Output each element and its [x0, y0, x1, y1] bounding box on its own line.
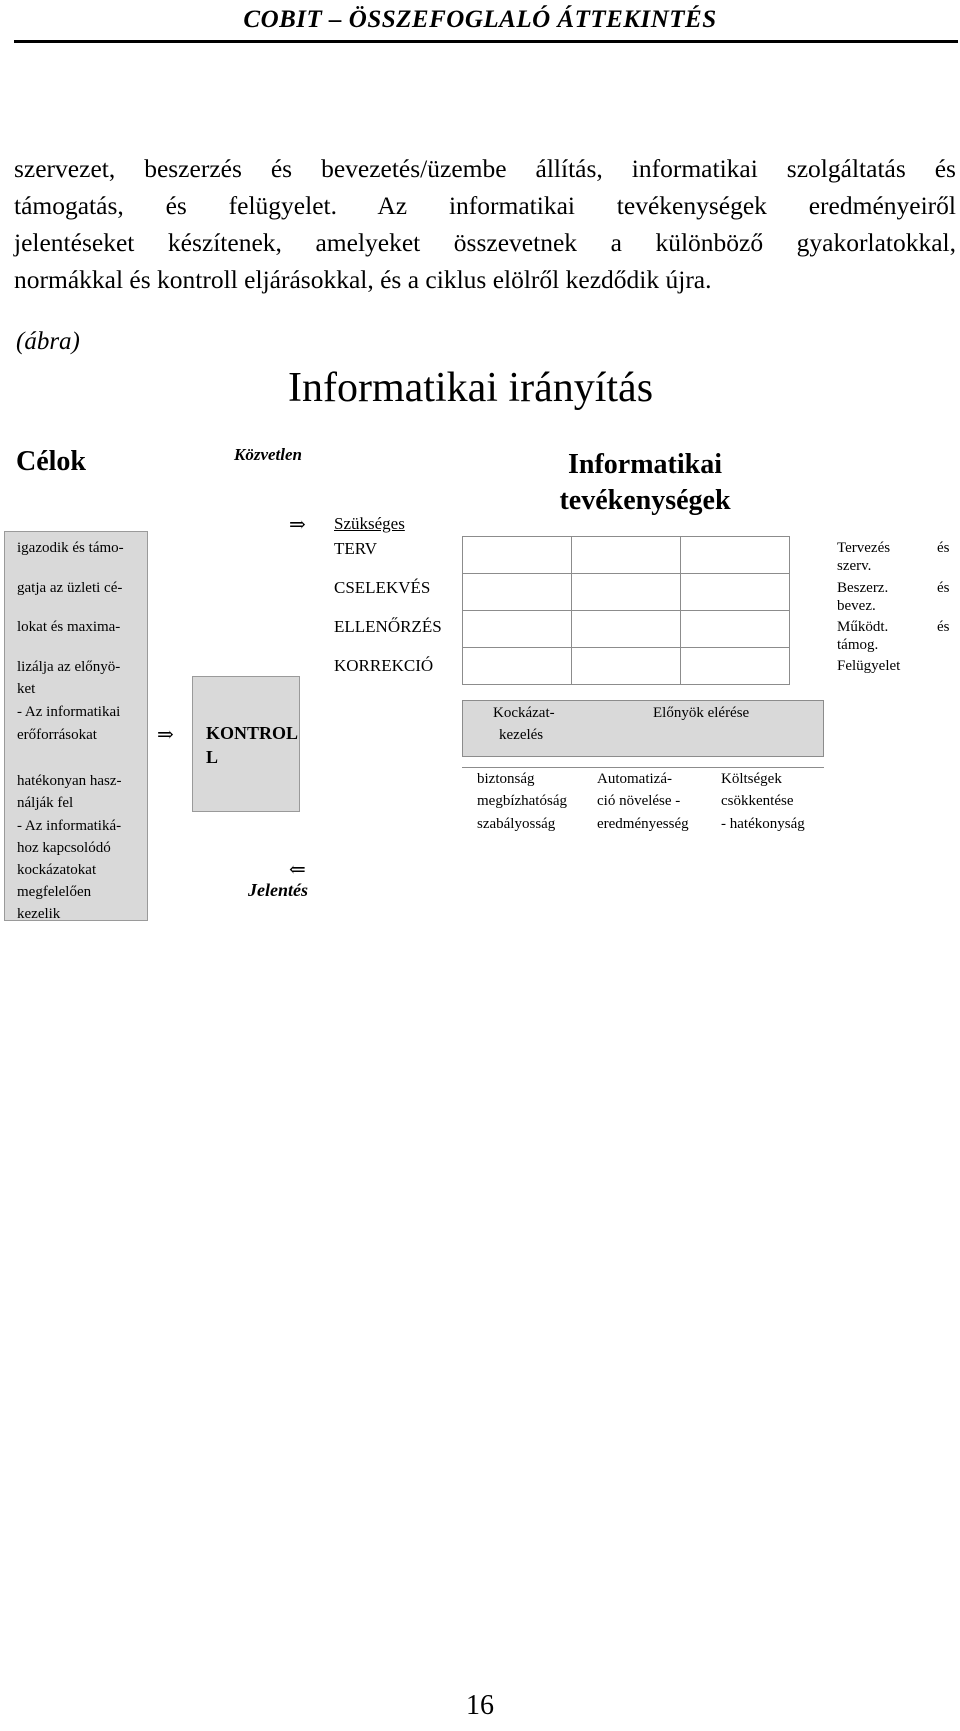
goals-line: lokat és maxima-	[17, 619, 121, 635]
body-line-3: jelentéseket készítenek, amelyeket összevetnek a különböző gyakorlatokkal,	[14, 228, 956, 257]
right-arrow-to-kontroll: ⇒	[157, 724, 174, 746]
grid-cell	[572, 611, 681, 648]
action-korrekcio: KORREKCIÓ	[334, 656, 434, 675]
goals-box	[4, 531, 148, 921]
risk-line: Kockázat-	[493, 705, 555, 721]
page-header-title: COBIT – ÖSSZEFOGLALÓ ÁTTEKINTÉS	[243, 6, 717, 33]
goals-line: ket	[17, 681, 36, 697]
grid-cell	[572, 648, 681, 685]
body-line-2: támogatás, és felügyelet. Az informatikai tevékenységek eredményeiről	[14, 191, 956, 220]
goals-line: gatja az üzleti cé-	[17, 580, 123, 596]
benefit-item: szabályosság	[477, 816, 556, 832]
kontroll-line: L	[206, 747, 219, 767]
grid-cell	[572, 574, 681, 611]
grid-cell	[463, 611, 572, 648]
diagram-title: Informatikai irányítás	[288, 365, 654, 411]
figure-label: (ábra)	[16, 328, 80, 355]
benefit-item: ció növelése -	[597, 793, 681, 809]
domain-and: és	[937, 580, 950, 596]
it-activities-title-line: Informatikai	[568, 449, 722, 480]
action-terv: TERV	[334, 539, 378, 558]
benefit-item: megbízhatóság	[477, 793, 567, 809]
benefit-columns	[462, 767, 824, 837]
it-activities-title-line: tevékenységek	[559, 485, 731, 516]
grid-cell	[681, 648, 790, 685]
benefit-item: csökkentése	[721, 793, 794, 809]
left-arrow-jelentes: ⇐	[289, 859, 306, 881]
kontroll-box	[192, 676, 300, 812]
body-line-4: normákkal és kontroll eljárásokkal, és a ciklus elölről kezdődik újra.	[14, 265, 712, 294]
kontroll-line: KONTROL	[206, 723, 299, 743]
goals-line: kockázatokat	[17, 862, 97, 878]
benefits-label: Előnyök elérése	[653, 705, 750, 721]
goals-line: - Az informatiká-	[17, 818, 122, 834]
grid-cell	[463, 648, 572, 685]
domain-and: és	[937, 619, 950, 635]
benefit-item: biztonság	[477, 771, 535, 787]
grid-cell	[463, 537, 572, 574]
goals-line: lizálja az előnyö-	[17, 659, 121, 675]
domain-sub: szerv.	[837, 558, 872, 574]
goals-line: kezelik	[17, 906, 61, 922]
goals-line: hoz kapcsolódó	[17, 840, 111, 856]
grid-cell	[681, 537, 790, 574]
goals-line: hatékonyan hasz-	[17, 773, 122, 789]
page-number: 16	[466, 1690, 494, 1721]
benefit-item: eredményesség	[597, 816, 689, 832]
risk-line: kezelés	[499, 727, 544, 743]
grid-cell	[463, 574, 572, 611]
jelentes-label: Jelentés	[248, 880, 308, 900]
benefit-item: Automatizá-	[597, 771, 672, 787]
grid-cell	[572, 537, 681, 574]
goals-line: - Az informatikai	[17, 704, 121, 720]
body-line-1: szervezet, beszerzés és bevezetés/üzembe állítás, informatikai szolgáltatás és	[14, 154, 956, 183]
domain-sub: bevez.	[837, 598, 876, 614]
benefit-columns-top-rule	[462, 767, 824, 768]
action-cselekves: CSELEKVÉS	[334, 578, 431, 597]
goals-line: nálják fel	[17, 795, 74, 811]
benefit-item: - hatékonyság	[721, 816, 805, 832]
benefit-item: Költségek	[721, 771, 782, 787]
grid-cell	[681, 611, 790, 648]
goals-line: megfelelően	[17, 884, 92, 900]
domain-and: és	[937, 540, 950, 556]
domain-sub: támog.	[837, 637, 879, 653]
risk-benefits-box	[462, 700, 824, 757]
right-arrow-to-actions: ⇒	[289, 514, 306, 536]
domain-label: Felügyelet	[837, 658, 901, 674]
kozvetlen-label: Közvetlen	[234, 445, 302, 464]
celok-heading: Célok	[16, 446, 86, 477]
header-rule	[14, 40, 958, 43]
action-ellenorzes: ELLENŐRZÉS	[334, 617, 442, 636]
activities-grid	[462, 536, 790, 685]
goals-line: erőforrásokat	[17, 727, 97, 743]
grid-cell	[681, 574, 790, 611]
domain-label: Tervezés	[837, 540, 891, 556]
needed-label: Szükséges	[334, 514, 405, 533]
domain-label: Beszerz.	[837, 580, 889, 596]
domain-label: Működt.	[837, 619, 889, 635]
goals-line: igazodik és támo-	[17, 540, 124, 556]
